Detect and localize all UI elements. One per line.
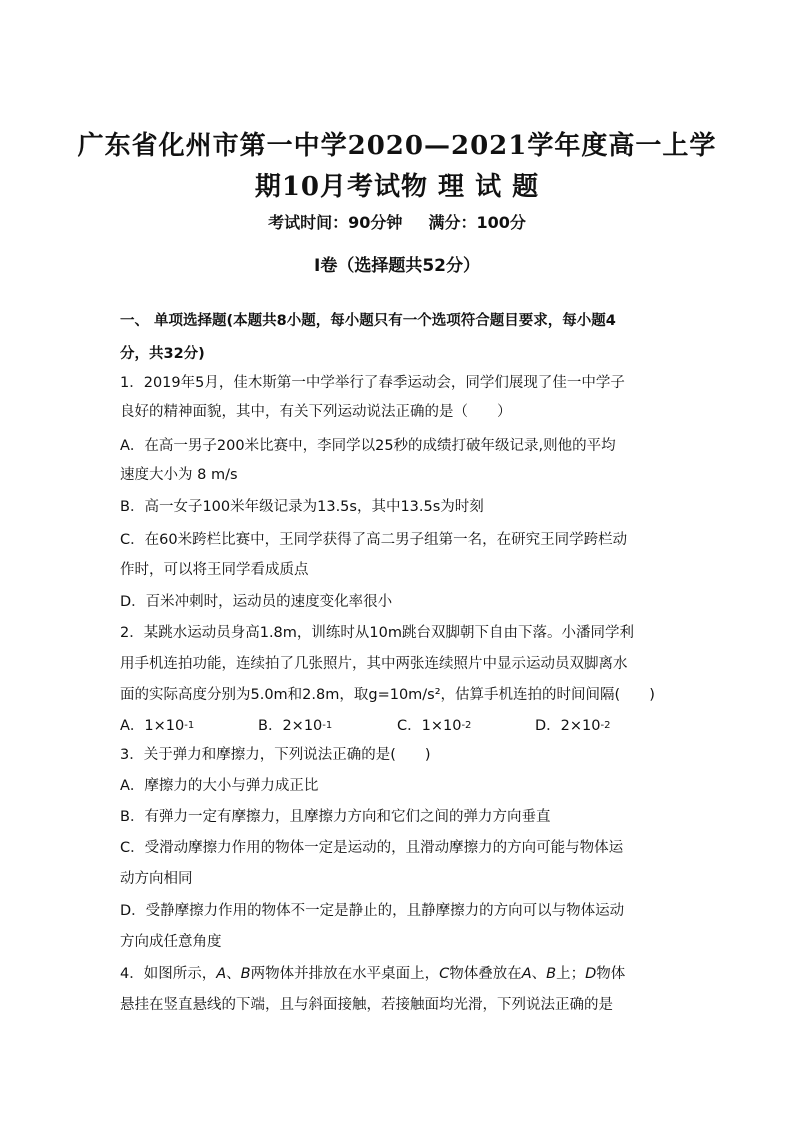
q3-option-d-line-2: 方向成任意角度 <box>120 934 222 950</box>
q2-option-d: D．$2\times 10^{-2}$ <box>535 718 611 734</box>
exam-title-line-1: 广东省化州市第一中学2020—2021学年度高一上学 <box>77 131 717 161</box>
exam-time: 考试时间：90分钟 <box>268 213 403 232</box>
q2-option-c: C．$1\times 10^{-2}$ <box>397 718 472 734</box>
q1-option-a-line-2: 速度大小为 8 m/s <box>120 467 238 483</box>
q1-option-d: D．百米冲刺时，运动员的速度变化率很小 <box>120 594 393 610</box>
q4-stem-line-2: 悬挂在竖直悬线的下端，且与斜面接触，若接触面均光滑，下列说法正确的是 <box>120 997 613 1013</box>
q3-option-c-line-2: 动方向相同 <box>120 871 193 887</box>
q3-option-a: A．摩擦力的大小与弹力成正比 <box>120 778 319 794</box>
q4-stem-line-1: 4．如图所示，A、B两物体并排放在水平桌面上，C物体叠放在A、B上；D物体 <box>120 966 626 982</box>
q1-option-c-line-1: C．在60米跨栏比赛中，王同学获得了高二男子组第一名，在研究王同学跨栏动 <box>120 532 628 548</box>
q1-stem-line-1: 1．2019年5月，佳木斯第一中学举行了春季运动会，同学们展现了佳一中学子 <box>120 375 625 391</box>
q1-stem-line-2: 良好的精神面貌，其中，有关下列运动说法正确的是（ ） <box>120 404 512 420</box>
part-heading-line-1: 一、 单项选择题(本题共8小题，每小题只有一个选项符合题目要求，每小题4 <box>120 313 616 329</box>
part-heading-line-2: 分，共32分) <box>120 346 205 362</box>
q2-option-b: B．$2\times 10^{-1}$ <box>258 718 333 734</box>
q2-stem-line-1: 2．某跳水运动员身高1.8m，训练时从10m跳台双脚朝下自由下落。小潘同学利 <box>120 625 634 641</box>
q3-option-b: B．有弹力一定有摩擦力，且摩擦力方向和它们之间的弹力方向垂直 <box>120 809 551 825</box>
q2-stem-line-2: 用手机连拍功能，连续拍了几张照片，其中两张连续照片中显示运动员双脚离水 <box>120 656 628 672</box>
q3-option-d-line-1: D．受静摩擦力作用的物体不一定是静止的，且静摩擦力的方向可以与物体运动 <box>120 903 625 919</box>
section-title: I卷（选择题共52分） <box>314 256 480 276</box>
q1-option-a-line-1: A．在高一男子200米比赛中，李同学以25秒的成绩打破年级记录,则他的平均 <box>120 438 616 454</box>
exam-full-score: 满分：100分 <box>428 213 526 232</box>
q1-option-c-line-2: 作时，可以将王同学看成质点 <box>120 562 309 578</box>
q3-option-c-line-1: C．受滑动摩擦力作用的物体一定是运动的，且滑动摩擦力的方向可能与物体运 <box>120 840 624 856</box>
q2-stem-line-3: 面的实际高度分别为5.0m和2.8m，取g=10m/s²，估算手机连拍的时间间隔( ) <box>120 687 655 703</box>
exam-title-line-2: 期10月考试物 理 试 题 <box>254 172 540 202</box>
q2-option-a: A．$1\times 10^{-1}$ <box>120 718 195 734</box>
exam-meta <box>0 210 794 233</box>
q1-option-b: B．高一女子100米年级记录为13.5s，其中13.5s为时刻 <box>120 499 484 515</box>
q3-stem: 3．关于弹力和摩擦力，下列说法正确的是( ) <box>120 747 431 763</box>
